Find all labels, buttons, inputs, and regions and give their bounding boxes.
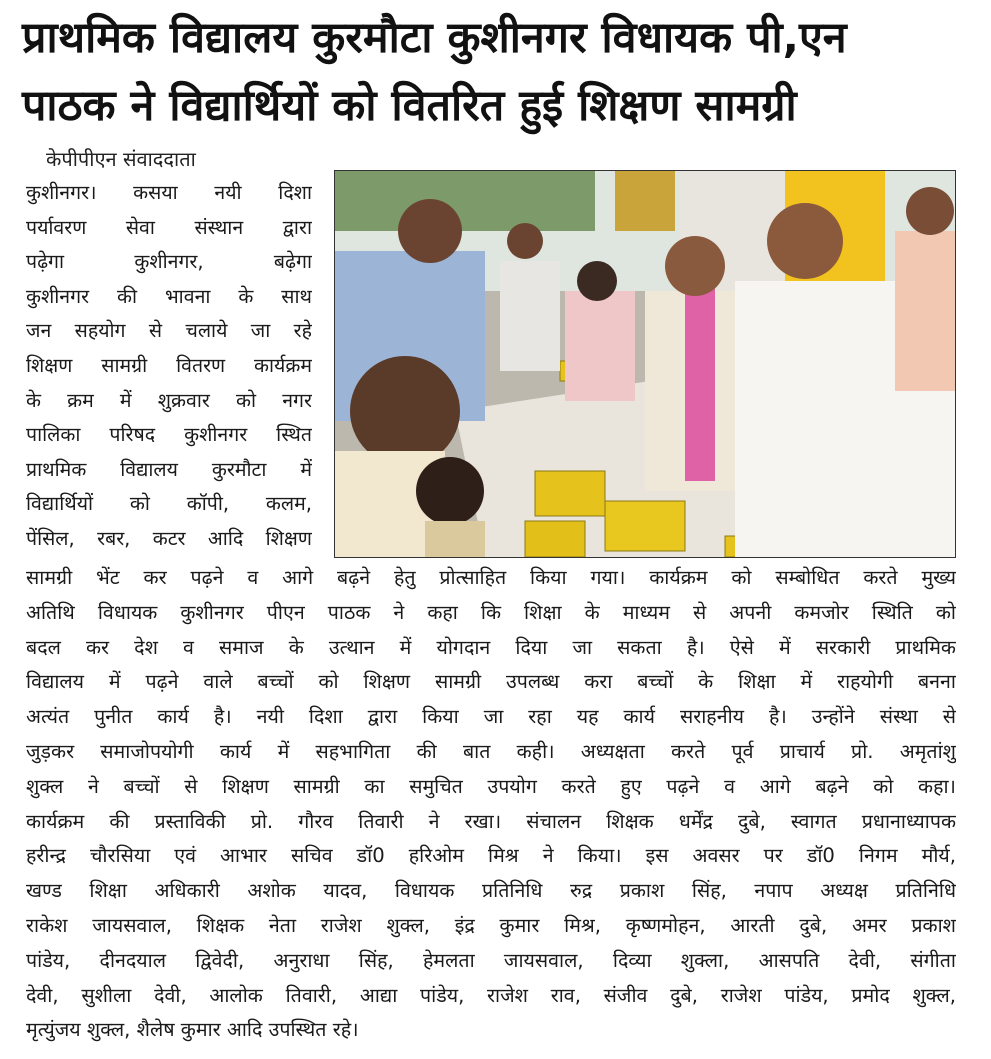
photo-illustration (335, 171, 955, 557)
body-line: पांडेय, दीनदयाल द्विवेदी, अनुराधा सिंह, हेमलता जायसवाल, दिव्या शुक्ला, आसपति देवी, संगीता (26, 948, 956, 972)
byline: केपीपीएन संवाददाता (46, 147, 196, 171)
news-photo (334, 170, 956, 558)
body-line: विद्यालय में पढ़ने वाले बच्चों को शिक्षण सामग्री उपलब्ध करा बच्चों के शिक्षा में राहयोगी बनना (26, 670, 956, 694)
body-line: जुड़कर समाजोपयोगी कार्य में सहभागिता की बात कही। अध्यक्षता करते पूर्व प्राचार्य प्रो. अमृतांशु (26, 739, 956, 763)
body-line: अतिथि विधायक कुशीनगर पीएन पाठक ने कहा कि शिक्षा के माध्यम से अपनी कमजोर स्थिति को (26, 600, 956, 624)
body-line: देवी, सुशीला देवी, आलोक तिवारी, आद्या पांडेय, राजेश राव, संजीव दुबे, राजेश पांडेय, प्रमोद शुक्ल, (26, 983, 956, 1007)
article-body-text (26, 561, 956, 1048)
body-line: हरीन्द्र चौरसिया एवं आभार सचिव डॉ0 हरिओम मिश्र ने किया। इस अवसर पर डॉ0 निगम मौर्य, (26, 844, 956, 868)
column-line: विद्यार्थियों को कॉपी, कलम, (26, 492, 312, 516)
column-line: जन सहयोग से चलाये जा रहे (26, 319, 312, 343)
column-line: पढ़ेगा कुशीनगर, बढ़ेगा (26, 250, 312, 274)
body-line: सामग्री भेंट कर पढ़ने व आगे बढ़ने हेतु प्रोत्साहित किया गया। कार्यक्रम को सम्बोधित करते मुख्य (26, 566, 956, 589)
column-line: प्राथमिक विद्यालय कुरमौटा में (26, 457, 312, 481)
body-line: मृत्युंजय शुक्ल, शैलेष कुमार आदि उपस्थित रहे। (26, 1018, 359, 1042)
article-column-text (26, 176, 312, 557)
body-line: शुक्ल ने बच्चों से शिक्षण सामग्री का समुचित उपयोग करते हुए पढ़ने व आगे बढ़ने को कहा। (26, 774, 956, 798)
headline-line-1: प्राथमिक विद्यालय कुरमौटा कुशीनगर विधायक पी,एन (22, 13, 847, 63)
body-line: बदल कर देश व समाज के उत्थान में योगदान दिया जा सकता है। ऐसे में सरकारी प्राथमिक (26, 635, 956, 659)
column-line: कुशीनगर। कसया नयी दिशा (26, 181, 312, 204)
body-line: खण्ड शिक्षा अधिकारी अशोक यादव, विधायक प्रतिनिधि रुद्र प्रकाश सिंह, नपाप अध्यक्ष प्रतिनिधि (26, 879, 956, 903)
column-line: कुशीनगर की भावना के साथ (26, 284, 312, 308)
body-line: अत्यंत पुनीत कार्य है। नयी दिशा द्वारा किया जा रहा यह कार्य सराहनीय है। उन्होंने संस्था से (26, 705, 956, 729)
column-line: शिक्षण सामग्री वितरण कार्यक्रम (26, 353, 312, 377)
body-line: कार्यक्रम की प्रस्ताविकी प्रो. गौरव तिवारी ने रखा। संचालन शिक्षक धर्मेंद्र दुबे, स्वागत प्रधानाध्यापक (26, 809, 956, 833)
body-line: राकेश जायसवाल, शिक्षक नेता राजेश शुक्ल, इंद्र कुमार मिश्र, कृष्णमोहन, आरती दुबे, अमर प्रकाश (26, 913, 956, 937)
column-line: के क्रम में शुक्रवार को नगर (26, 388, 312, 412)
column-line: पालिका परिषद कुशीनगर स्थित (26, 423, 312, 447)
column-line: पेंसिल, रबर, कटर आदि शिक्षण (26, 526, 312, 550)
column-line: पर्यावरण सेवा संस्थान द्वारा (26, 215, 312, 239)
headline-line-2: पाठक ने विद्यार्थियों को वितरित हुई शिक्षण सामग्री (22, 81, 797, 131)
